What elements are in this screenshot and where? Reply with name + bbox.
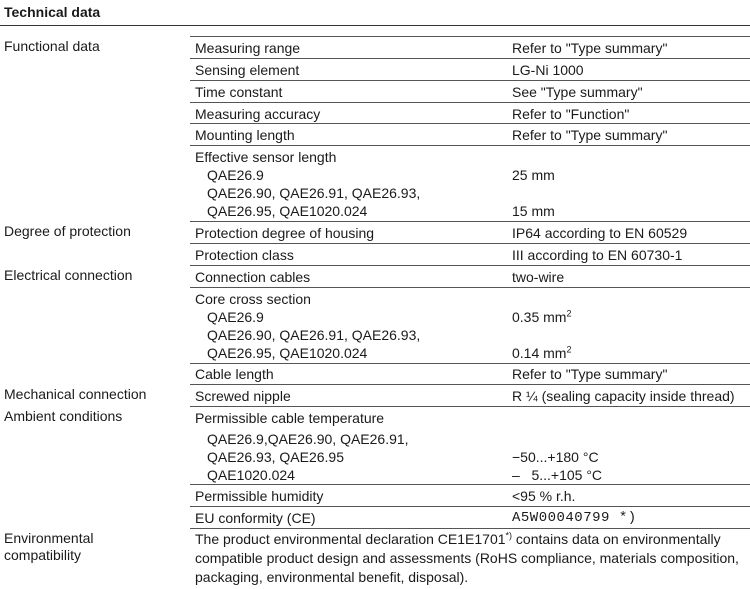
row-value: Refer to "Type summary" bbox=[512, 40, 668, 56]
category-protection: Degree of protection bbox=[4, 223, 131, 239]
row-subvalue: 0.14 $mm^2$ bbox=[512, 344, 572, 361]
row-label: Core cross section bbox=[195, 291, 311, 307]
row-time-constant bbox=[190, 80, 750, 102]
row-protection-class bbox=[190, 243, 750, 265]
category-mechanical: Mechanical connection bbox=[4, 386, 147, 402]
category-electrical: Electrical connection bbox=[4, 267, 133, 283]
row-sublabel: QAE1020.024 bbox=[207, 467, 295, 483]
row-label: Mounting length bbox=[195, 127, 295, 143]
row-measuring-range bbox=[190, 36, 750, 58]
row-label: Protection degree of housing bbox=[195, 225, 375, 241]
row-cable-length bbox=[190, 363, 750, 384]
row-value: IP64 according to EN 60529 bbox=[512, 225, 688, 241]
title-divider bbox=[0, 25, 750, 26]
row-measuring-accuracy bbox=[190, 102, 750, 123]
row-sublabel: QAE26.95, QAE1020.024 bbox=[207, 203, 368, 219]
row-subvalue: – 5...+105 °C bbox=[512, 467, 603, 483]
row-value: A5W00040799 *) bbox=[512, 510, 637, 526]
row-sensing-element bbox=[190, 58, 750, 80]
row-value: See "Type summary" bbox=[512, 84, 643, 100]
row-sublabel: QAE26.9,QAE26.90, QAE26.91, bbox=[207, 431, 409, 447]
environmental-paragraph: The product environmental declaration CE1E1701*) contains data on environmentally compatible product design and assessments (RoHS compliance, materials composition, packaging, environmental benefit, disposal). bbox=[195, 530, 739, 585]
row-label: Measuring range bbox=[195, 40, 301, 56]
row-label: Sensing element bbox=[195, 62, 300, 78]
row-cable-temperature bbox=[190, 406, 750, 484]
row-effective-sensor-length bbox=[190, 145, 750, 221]
row-label: Permissible humidity bbox=[195, 488, 324, 504]
row-label: Protection class bbox=[195, 247, 294, 263]
row-value: R ¼ (sealing capacity inside thread) bbox=[512, 388, 735, 404]
category-environmental-line1: Environmental bbox=[4, 530, 94, 546]
row-sublabel: QAE26.9 bbox=[207, 309, 264, 325]
category-environmental-line2: compatibility bbox=[4, 547, 82, 563]
row-value: Refer to "Function" bbox=[512, 106, 630, 122]
row-screwed-nipple bbox=[190, 384, 750, 406]
row-value: two-wire bbox=[512, 269, 565, 285]
row-value: <95 % r.h. bbox=[512, 488, 576, 504]
row-subvalue: −50...+180 °C bbox=[512, 449, 599, 465]
row-core-cross-section bbox=[190, 287, 750, 363]
row-mounting-length bbox=[190, 123, 750, 145]
row-value: LG-Ni 1000 bbox=[512, 62, 584, 78]
row-label: Permissible cable temperature bbox=[195, 410, 385, 426]
row-subvalue: 25 mm bbox=[512, 167, 555, 183]
row-value: Refer to "Type summary" bbox=[512, 127, 668, 143]
row-label: Cable length bbox=[195, 366, 274, 382]
row-label: Screwed nipple bbox=[195, 388, 291, 404]
row-label: Time constant bbox=[195, 84, 283, 100]
row-sublabel: QAE26.95, QAE1020.024 bbox=[207, 345, 368, 361]
row-divider bbox=[190, 528, 750, 529]
category-ambient: Ambient conditions bbox=[4, 408, 123, 424]
row-housing-protection bbox=[190, 221, 750, 243]
row-connection-cables bbox=[190, 265, 750, 287]
row-eu-conformity bbox=[190, 506, 750, 528]
row-sublabel: QAE26.93, QAE26.95 bbox=[207, 449, 344, 465]
section-title: Technical data bbox=[4, 4, 101, 20]
row-value: Refer to "Type summary" bbox=[512, 366, 668, 382]
row-label: Measuring accuracy bbox=[195, 106, 321, 122]
row-subvalue: 0.35 $mm^2$ bbox=[512, 308, 572, 325]
row-value: III according to EN 60730-1 bbox=[512, 247, 683, 263]
row-label: Connection cables bbox=[195, 269, 311, 285]
row-humidity bbox=[190, 484, 750, 506]
category-functional: Functional data bbox=[4, 38, 100, 54]
row-sublabel: QAE26.90, QAE26.91, QAE26.93, bbox=[207, 327, 421, 343]
row-label: EU conformity (CE) bbox=[195, 510, 316, 526]
row-subvalue: 15 mm bbox=[512, 203, 555, 219]
row-label: Effective sensor length bbox=[195, 149, 337, 165]
row-sublabel: QAE26.90, QAE26.91, QAE26.93, bbox=[207, 185, 421, 201]
row-sublabel: QAE26.9 bbox=[207, 167, 264, 183]
